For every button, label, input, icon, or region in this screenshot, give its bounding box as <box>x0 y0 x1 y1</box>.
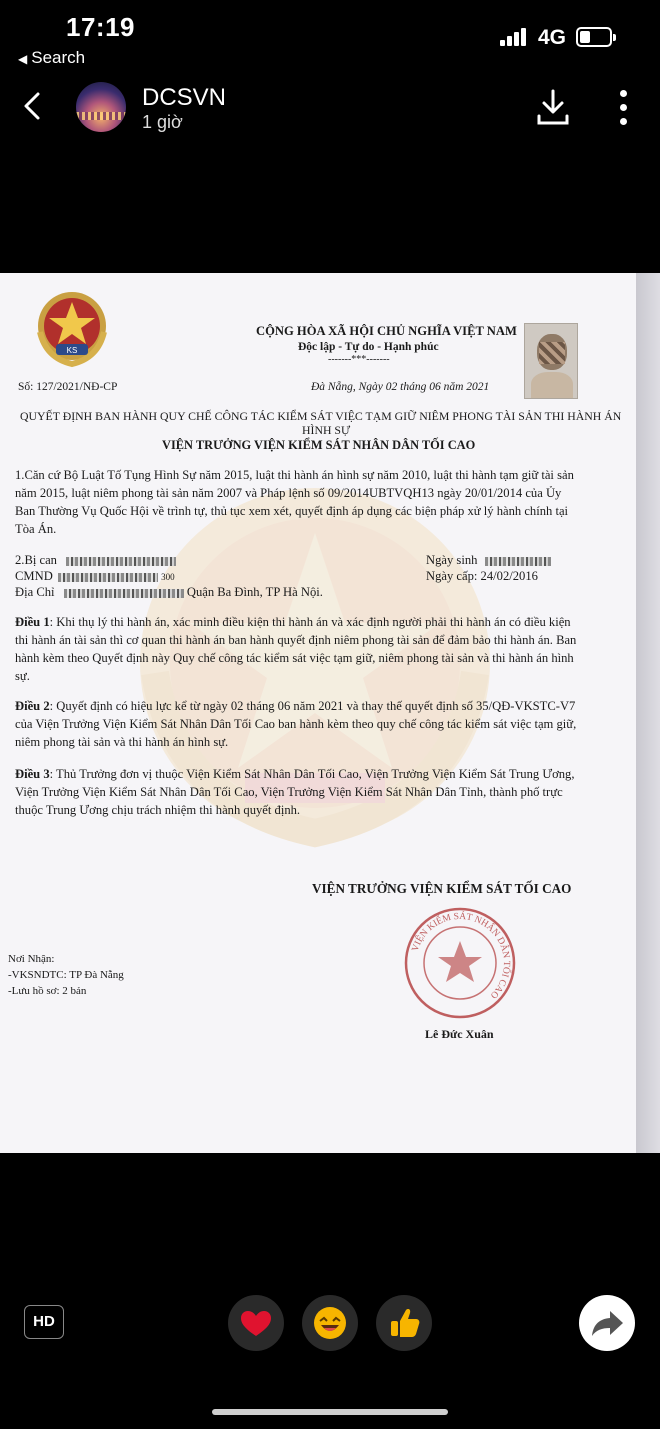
basis-line: năm 2015, luật niêm phong tài sản năm 2007 và Pháp lệnh số 09/2014UBTVQH13 ngày 20/01/2014 của Ủy <box>15 486 562 500</box>
article-3-line: Viện Trưởng Viện Kiểm Sát Nhân Dân Tối Cao, Viện Trưởng Viện Kiểm Sát Nhân Dân Tỉnh, thành phố trực <box>15 785 563 799</box>
avatar[interactable] <box>76 82 126 132</box>
id-card-tail: 300 <box>161 572 175 582</box>
motto: Độc lập - Tự do - Hạnh phúc <box>298 341 439 353</box>
status-time: 17:19 <box>66 12 135 42</box>
address-tail: Quận Ba Đình, TP Hà Nội. <box>186 585 323 599</box>
heart-reaction-button[interactable] <box>228 1295 284 1351</box>
subject-line-1: QUYẾT ĐỊNH BAN HÀNH QUY CHẾ CÔNG TÁC KIỂM SÁT VIỆC TẠM GIỮ NIÊM PHONG TÀI SẢN THI HÀNH ÁN <box>20 409 622 423</box>
battery-icon <box>576 27 612 47</box>
issue-date: Ngày cấp: 24/02/2016 <box>426 569 538 583</box>
post-time: 1 giờ <box>142 112 183 132</box>
article-2-line: : Quyết định có hiệu lực kể từ ngày 02 tháng 06 năm 2021 và thay thế quyết định số 35/QĐ-VKSTC-V7 <box>49 699 576 713</box>
recipient-item: -Lưu hồ sơ: 2 bản <box>8 985 87 997</box>
hd-toggle-button[interactable]: HD <box>24 1305 64 1339</box>
authority-title: VIỆN TRƯỞNG VIỆN KIỂM SÁT NHÂN DÂN TỐI CAO <box>162 438 476 452</box>
share-arrow-icon <box>579 1295 635 1351</box>
post-header <box>0 80 660 140</box>
article-1-line: : Khi thụ lý thi hành án, xác minh điều kiện thi hành án và xác định người phải thi hành án có điều kiện <box>49 615 571 629</box>
network-type: 4G <box>538 26 567 49</box>
address-row <box>15 584 323 601</box>
heart-icon <box>228 1295 284 1351</box>
basis-line: 1.Căn cứ Bộ Luật Tố Tụng Hình Sự năm 2015, luật thi hành án hình sự năm 2010, luật thi hành tạm giữ tài sản <box>15 468 574 482</box>
id-card-label: CMND <box>15 569 53 583</box>
emblem-label: KS <box>66 346 78 355</box>
accused-label: 2.Bị can <box>15 553 57 567</box>
download-icon[interactable] <box>536 88 570 126</box>
laugh-icon <box>302 1295 358 1351</box>
dob-label: Ngày sinh <box>426 553 478 567</box>
article-2-line: niêm phong tài sản và thi hành án hình sự. <box>15 735 229 749</box>
redacted-id <box>58 573 158 582</box>
home-indicator[interactable] <box>212 1409 448 1415</box>
basis-line: Tòa Án. <box>15 522 57 536</box>
recipients-label: Nơi Nhận: <box>8 953 55 965</box>
article-1-line: hành kèm theo Quyết định này Quy chế công tác kiểm sát việc tạm giữ, niêm phong tài sản và thi hành án hình <box>15 651 574 665</box>
back-to-app-link[interactable] <box>18 48 85 68</box>
document-photo[interactable] <box>0 273 660 1153</box>
photo-background <box>636 273 660 1153</box>
thumbs-up-icon <box>376 1295 432 1351</box>
republic-title: CỘNG HÒA XÃ HỘI CHỦ NGHĨA VIỆT NAM <box>256 324 517 338</box>
more-vertical-icon[interactable] <box>618 90 630 126</box>
official-seal-icon <box>400 903 520 1023</box>
signer-name: Lê Đức Xuân <box>425 1027 494 1041</box>
article-3-line: thuộc Trung Ương chịu trách nhiệm thi hành quyết định. <box>15 803 301 817</box>
recipient-item: -VKSNDTC: TP Đà Nẵng <box>8 969 124 981</box>
accused-row <box>15 552 176 569</box>
id-photo <box>524 323 578 399</box>
laugh-reaction-button[interactable] <box>302 1295 358 1351</box>
like-reaction-button[interactable] <box>376 1295 432 1351</box>
share-button[interactable] <box>579 1295 635 1351</box>
basis-line: Ban Thường Vụ Quốc Hội về trình tự, thủ tục xem xét, quyết định áp dụng các biện pháp xử lý hành chính tại <box>15 504 569 518</box>
document-paper <box>0 273 640 1153</box>
article-3-line: : Thủ Trưởng đơn vị thuộc Viện Kiểm Sát Nhân Dân Tối Cao, Viện Trưởng Viện Kiểm Sát Trung Ương, <box>49 767 575 781</box>
signer-title: VIỆN TRƯỞNG VIỆN KIỂM SÁT TỐI CAO <box>312 881 572 896</box>
article-1-line: sự. <box>15 669 30 683</box>
redacted-name <box>66 557 176 566</box>
article-2-label: Điều 2 <box>15 699 50 713</box>
status-bar <box>0 0 660 80</box>
place-date: Đà Nẵng, Ngày 02 tháng 06 năm 2021 <box>311 381 490 393</box>
address-label: Địa Chỉ <box>15 585 55 599</box>
seal-text: VIỆN KIỂM SÁT NHÂN DÂN TỐI CAO <box>410 911 512 1001</box>
back-app-label: Search <box>31 48 86 67</box>
article-1-line: thi hành án tài sản thì cơ quan thi hành án ban hành quyết định niêm phong tài sản để đảm bảo thi hành án. Ban <box>15 633 577 647</box>
motto-divider: -------***------- <box>328 354 390 365</box>
redacted-address <box>64 589 184 598</box>
dob-row <box>426 552 551 569</box>
cellular-signal-icon <box>500 28 530 46</box>
channel-name[interactable]: DCSVN <box>142 84 227 111</box>
article-1-label: Điều 1 <box>15 615 50 629</box>
article-3-label: Điều 3 <box>15 767 50 781</box>
article-2-line: của Viện Trưởng Viện Kiểm Sát Nhân Dân Tối Cao ban hành kèm theo quy chế công tác kiểm sát việc tạm giữ, <box>15 717 577 731</box>
subject-line-2: HÌNH SỰ <box>302 423 351 437</box>
redacted-dob <box>485 557 551 566</box>
back-chevron-icon[interactable] <box>18 90 50 122</box>
procuracy-emblem-icon <box>28 288 116 368</box>
back-triangle-icon: ◀ <box>18 52 28 66</box>
document-number: Số: 127/2021/NĐ-CP <box>18 381 118 393</box>
